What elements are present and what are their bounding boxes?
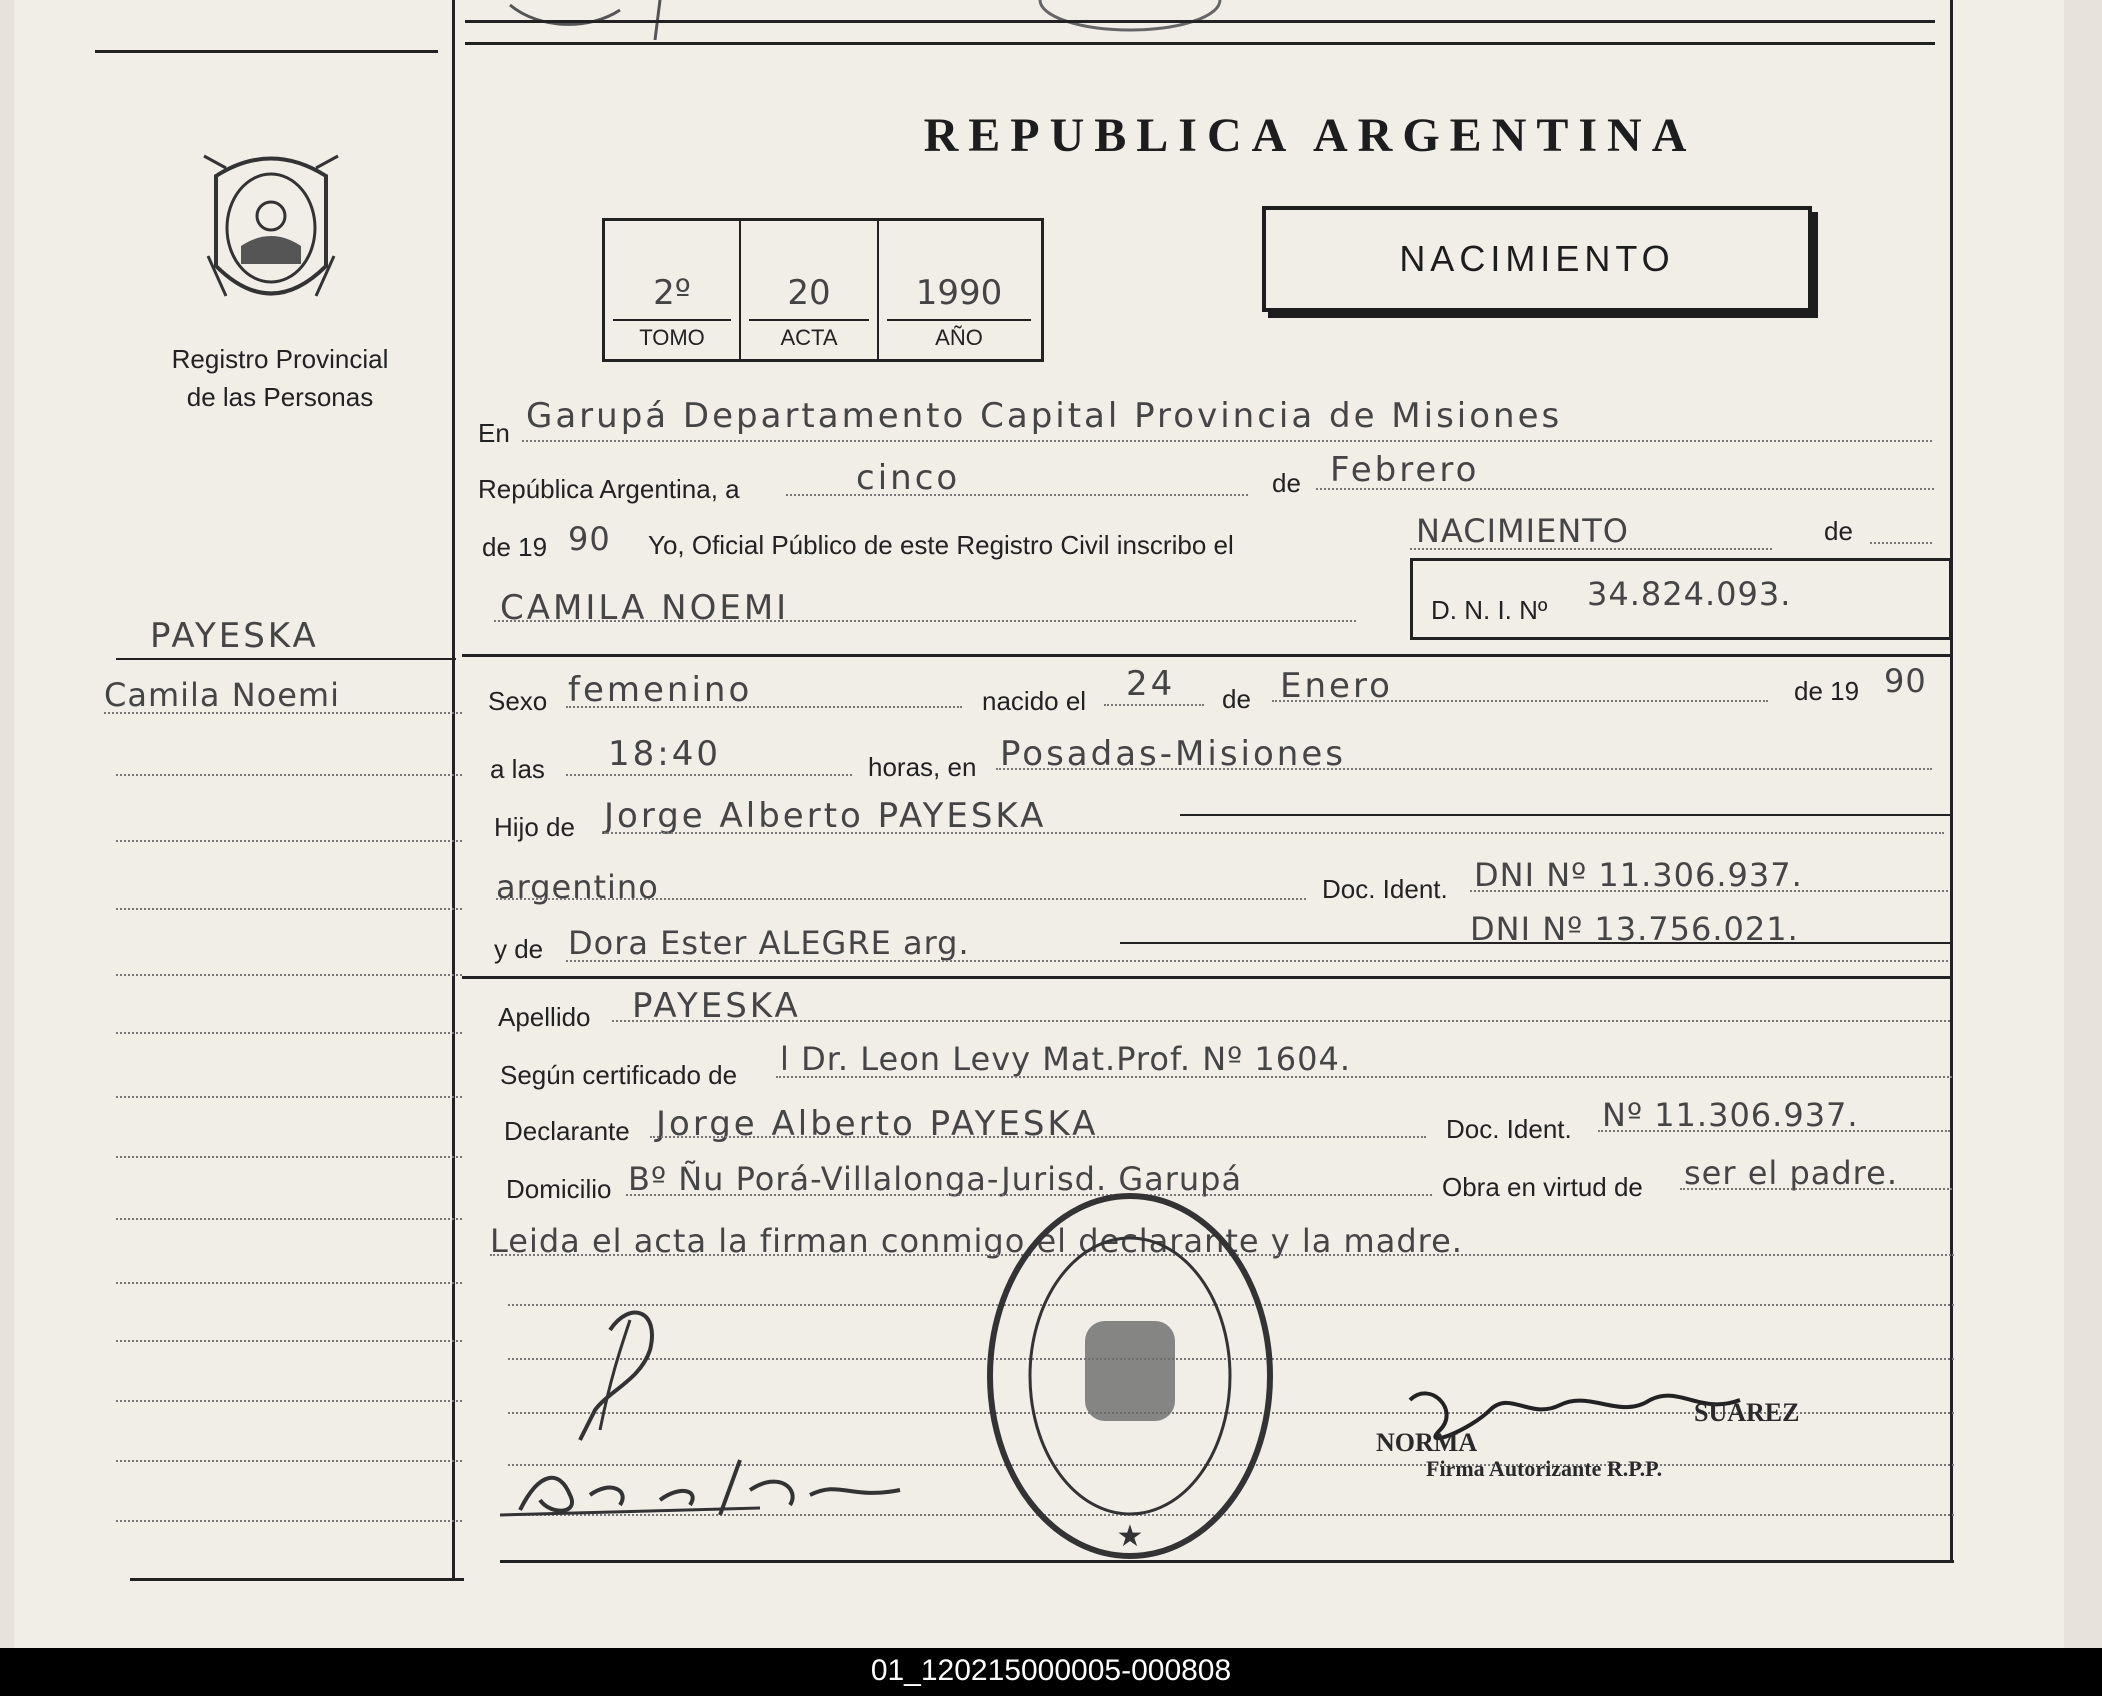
father-line xyxy=(604,832,1944,834)
registry-name xyxy=(130,340,430,416)
closing-statement: Leida el acta la firman conmigo el declarante y la madre. xyxy=(490,1222,1463,1260)
dni-label: D. N. I. Nº xyxy=(1431,595,1548,625)
yo-value: NACIMIENTO xyxy=(1416,512,1629,550)
section-rule-2 xyxy=(462,976,1950,979)
registry-stamp xyxy=(980,1186,1280,1566)
svg-text:★: ★ xyxy=(1116,1519,1144,1554)
column-divider xyxy=(452,0,455,1580)
right-top-rule xyxy=(465,20,1935,23)
nacido-day-line xyxy=(1104,704,1204,706)
father-name: Jorge Alberto PAYESKA xyxy=(604,796,1047,836)
republica-de-label: de xyxy=(1272,468,1301,498)
sexo-line xyxy=(566,706,962,708)
child-names: CAMILA NOEMI xyxy=(500,588,790,628)
yo-year-prefix: de 19 xyxy=(482,532,548,562)
father-doc-label: Doc. Ident. xyxy=(1322,874,1448,904)
provincial-crest-icon xyxy=(196,146,346,316)
father-rule xyxy=(1180,814,1950,816)
domicilio-value: Bº Ñu Porá-Villalonga-Jurisd. Garupá xyxy=(628,1160,1243,1198)
nacido-de-label: de xyxy=(1222,684,1251,714)
mother-signature xyxy=(500,1290,920,1520)
nacido-month-line xyxy=(1272,700,1768,702)
declarante-line xyxy=(650,1136,1426,1138)
left-top-rule xyxy=(95,50,438,53)
official-surname: SUAREZ xyxy=(1694,1398,1800,1427)
en-line xyxy=(522,440,1932,442)
yo-de-label: de xyxy=(1824,516,1853,546)
yo-line xyxy=(1410,548,1772,550)
margin-line-7 xyxy=(116,1096,462,1098)
apellido-value: PAYESKA xyxy=(632,986,801,1026)
margin-line-6 xyxy=(116,1032,462,1034)
apellido-line xyxy=(612,1020,1950,1022)
tomo-acta-anio-box xyxy=(602,218,1044,362)
anio-value: 1990 xyxy=(915,273,1003,313)
birth-place: Posadas-Misiones xyxy=(1000,734,1346,774)
dni-box xyxy=(1410,558,1952,640)
father-doc: DNI Nº 11.306.937. xyxy=(1474,856,1803,894)
margin-surname: PAYESKA xyxy=(150,616,319,656)
official-role: Firma Autorizante R.P.P. xyxy=(1426,1456,1663,1481)
anio-cell xyxy=(879,221,1039,359)
document-title: REPUBLICA ARGENTINA xyxy=(923,109,1697,162)
birth-place-line xyxy=(996,768,1932,770)
margin-line-12 xyxy=(116,1400,462,1402)
hijo-label: Hijo de xyxy=(494,812,575,842)
margin-line-14 xyxy=(116,1520,462,1522)
yo-de-line xyxy=(1870,542,1932,544)
registry-line-2: de las Personas xyxy=(186,382,374,412)
nacido-month: Enero xyxy=(1280,666,1393,706)
father-nationality: argentino xyxy=(496,868,659,906)
right-top-rule-2 xyxy=(465,42,1935,45)
margin-line-1 xyxy=(104,712,462,714)
nacido-label: nacido el xyxy=(982,686,1087,716)
nacido-day: 24 xyxy=(1126,664,1176,704)
horas-en-label: horas, en xyxy=(868,752,977,782)
section-rule-1 xyxy=(462,654,1950,657)
official-name: NORMA xyxy=(1376,1428,1478,1457)
segun-line xyxy=(776,1076,1952,1078)
sexo-value: femenino xyxy=(568,670,753,710)
margin-line-3 xyxy=(116,840,462,842)
republica-month-line xyxy=(1316,488,1934,490)
declarante-doc: Nº 11.306.937. xyxy=(1602,1096,1859,1134)
dni-value: 34.824.093. xyxy=(1587,575,1792,613)
obra-label: Obra en virtud de xyxy=(1442,1172,1643,1202)
margin-line-10 xyxy=(116,1282,462,1284)
margin-line-2 xyxy=(116,774,462,776)
hora-line xyxy=(566,774,852,776)
republica-month: Febrero xyxy=(1330,450,1480,490)
tomo-cell xyxy=(605,221,741,359)
yo-year: 90 xyxy=(568,520,611,558)
scan-caption: 01_120215000005-000808 xyxy=(870,1654,1232,1687)
segun-value: l Dr. Leon Levy Mat.Prof. Nº 1604. xyxy=(780,1040,1352,1078)
yo-label: Yo, Oficial Público de este Registro Civil inscribo el xyxy=(648,530,1234,560)
margin-line-13 xyxy=(116,1460,462,1462)
declarante-value: Jorge Alberto PAYESKA xyxy=(656,1104,1099,1144)
en-label: En xyxy=(478,418,510,448)
declarante-doc-label: Doc. Ident. xyxy=(1446,1114,1572,1144)
obra-value: ser el padre. xyxy=(1684,1154,1898,1192)
apellido-label: Apellido xyxy=(498,1002,591,1032)
acta-cell xyxy=(741,221,879,359)
tomo-label: TOMO xyxy=(639,325,705,350)
margin-bottom-rule xyxy=(130,1578,464,1581)
record-type-label: NACIMIENTO xyxy=(1399,238,1675,279)
declarante-doc-line xyxy=(1598,1130,1950,1132)
father-doc-line xyxy=(1470,890,1948,892)
republica-day-line xyxy=(786,494,1248,496)
ydem-label: y de xyxy=(494,934,544,964)
nacido-year-prefix: de 19 xyxy=(1794,676,1860,706)
margin-line-5 xyxy=(116,974,462,976)
margin-line-4 xyxy=(116,908,462,910)
declarante-label: Declarante xyxy=(504,1116,630,1146)
mother-line xyxy=(566,960,1948,962)
nacido-year: 90 xyxy=(1884,662,1927,700)
republica-day: cinco xyxy=(856,458,961,498)
mother-rule xyxy=(1120,942,1950,944)
father-nat-line xyxy=(496,898,1306,900)
margin-line-9 xyxy=(116,1218,462,1220)
anio-label: AÑO xyxy=(935,325,983,350)
en-value: Garupá Departamento Capital Provincia de Misiones xyxy=(526,396,1563,436)
tomo-value: 2º xyxy=(653,273,691,313)
right-border xyxy=(1950,0,1953,1560)
domicilio-label: Domicilio xyxy=(506,1174,612,1204)
obra-line xyxy=(1680,1188,1952,1190)
sexo-label: Sexo xyxy=(488,686,548,716)
segun-label: Según certificado de xyxy=(500,1060,738,1090)
registry-line-1: Registro Provincial xyxy=(171,344,389,374)
hora-label: a las xyxy=(490,754,545,784)
margin-surname-line xyxy=(116,658,456,660)
margin-given-names: Camila Noemi xyxy=(104,676,340,714)
record-type-box xyxy=(1262,206,1812,312)
margin-line-8 xyxy=(116,1156,462,1158)
mother-name: Dora Ester ALEGRE arg. xyxy=(568,924,970,962)
child-names-line xyxy=(494,620,1356,622)
margin-line-11 xyxy=(116,1340,462,1342)
republica-label: República Argentina, a xyxy=(478,474,740,504)
acta-value: 20 xyxy=(787,273,831,313)
hora-value: 18:40 xyxy=(608,734,721,774)
acta-label: ACTA xyxy=(780,325,838,350)
mother-doc: DNI Nº 13.756.021. xyxy=(1470,910,1799,948)
scan-footer xyxy=(0,1648,2102,1696)
